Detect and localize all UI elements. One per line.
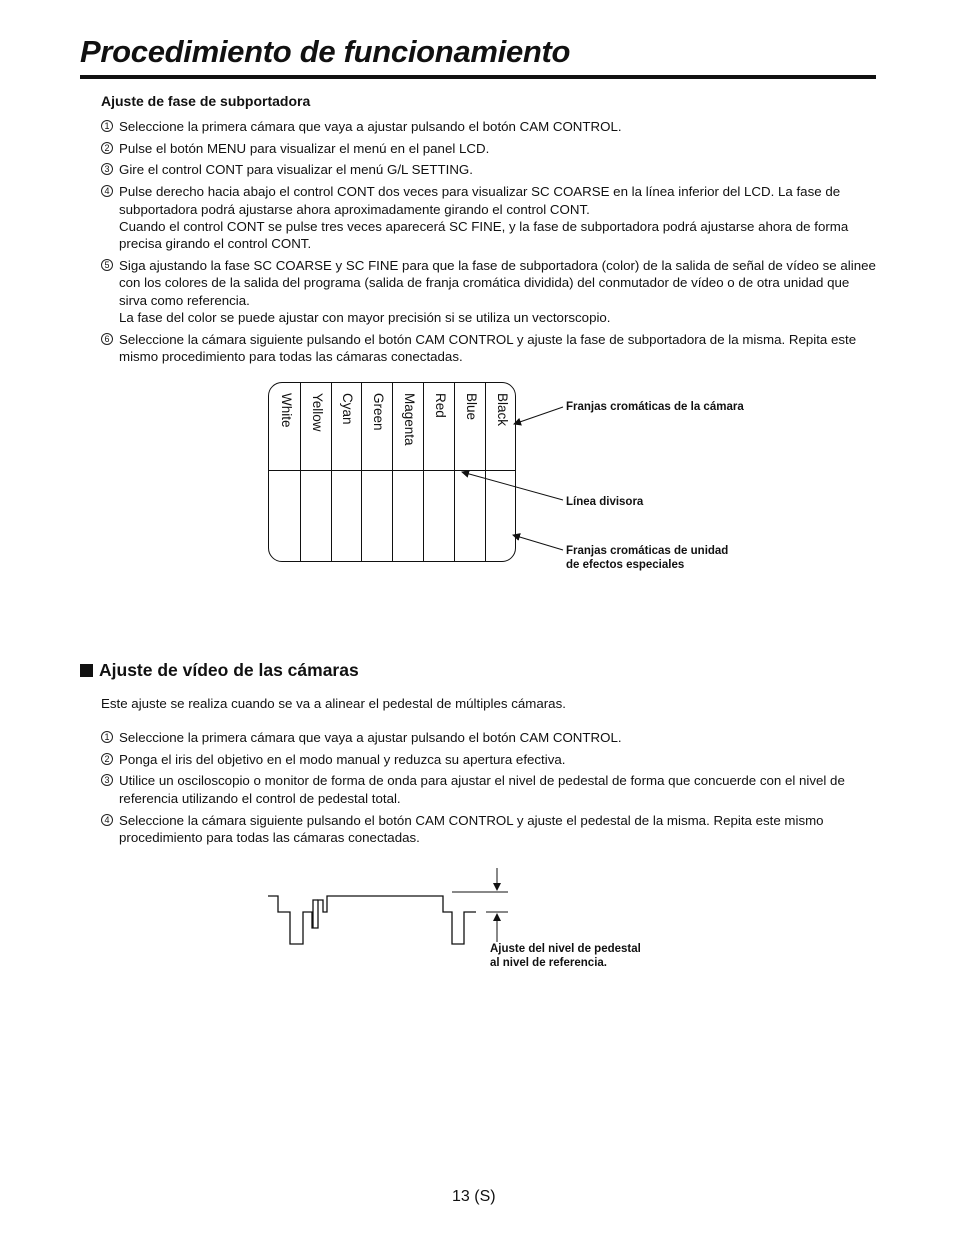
step-number: 2 bbox=[101, 753, 113, 765]
step-number: 1 bbox=[101, 120, 113, 132]
bar-label-yellow: Yellow bbox=[310, 393, 325, 432]
bar-label-red: Red bbox=[433, 393, 448, 418]
section-intro: Este ajuste se realiza cuando se va a alinear el pedestal de múltiples cámaras. bbox=[101, 696, 566, 711]
bar-label-cyan: Cyan bbox=[340, 393, 355, 425]
step-number: 4 bbox=[101, 814, 113, 826]
step-text: Siga ajustando la fase SC COARSE y SC FINE para que la fase de subportadora (color) de la salida de señal de vídeo se alinee con los colores de la salida del programa (salida de franja cromática dividida) del conmutador de vídeo o de otra unidad que sirva como referencia. bbox=[119, 258, 876, 308]
bar-label-black: Black bbox=[495, 393, 510, 427]
step-number: 6 bbox=[101, 333, 113, 345]
bar-label-green: Green bbox=[371, 393, 386, 431]
step-text: Seleccione la cámara siguiente pulsando el botón CAM CONTROL y ajuste la fase de subportadora de la misma. Repita este mismo procedimiento para todas las cámaras conectadas. bbox=[119, 331, 857, 365]
label-divider-line: Línea divisora bbox=[566, 496, 644, 508]
step-number: 4 bbox=[101, 185, 113, 197]
step-number: 3 bbox=[101, 774, 113, 786]
page-title: Procedimiento de funcionamiento bbox=[80, 34, 571, 69]
step-number: 1 bbox=[101, 731, 113, 743]
subheading-subcarrier-phase: Ajuste de fase de subportadora bbox=[101, 93, 311, 109]
step-number: 3 bbox=[101, 163, 113, 175]
step-text: Pulse el botón MENU para visualizar el menú en el panel LCD. bbox=[119, 140, 490, 156]
step-text: Gire el control CONT para visualizar el menú G/L SETTING. bbox=[119, 162, 473, 178]
step-text: Utilice un osciloscopio o monitor de forma de onda para ajustar el nivel de pedestal de forma que concuerde con el nivel de referencia utilizando el control de pedestal total. bbox=[119, 773, 845, 806]
bar-label-magenta: Magenta bbox=[402, 393, 417, 446]
step-number: 2 bbox=[101, 142, 113, 154]
step-text: Seleccione la primera cámara que vaya a ajustar pulsando el botón CAM CONTROL. bbox=[119, 730, 622, 745]
section-heading-text: Ajuste de vídeo de las cámaras bbox=[99, 660, 359, 680]
step-text: Ponga el iris del objetivo en el modo manual y reduzca su apertura efectiva. bbox=[119, 751, 566, 767]
step-text-continued: Cuando el control CONT se pulse tres veces aparecerá SC FINE, y la fase de subportadora podrá ajustarse ahora de forma precisa girando el control CONT. bbox=[119, 218, 849, 252]
label-camera-bars: Franjas cromáticas de la cámara bbox=[566, 401, 744, 413]
step-text: Pulse derecho hacia abajo el control CONT dos veces para visualizar SC COARSE en la línea inferior del LCD. La fase de subportadora podrá ajustarse ahora aproximadamente girando el control CONT. bbox=[119, 184, 841, 217]
step-number: 5 bbox=[101, 259, 113, 271]
label-pedestal-line1: Ajuste del nivel de pedestal bbox=[490, 943, 641, 955]
bar-label-white: White bbox=[279, 393, 294, 428]
page-number: 13 (S) bbox=[452, 1188, 496, 1205]
label-pedestal-adjust bbox=[490, 942, 641, 970]
step-text-continued: La fase del color se puede ajustar con mayor precisión si se utiliza un vectorscopio. bbox=[119, 310, 611, 326]
step-text: Seleccione la primera cámara que vaya a ajustar pulsando el botón CAM CONTROL. bbox=[119, 119, 622, 134]
label-pedestal-line2: al nivel de referencia. bbox=[490, 957, 607, 969]
bar-label-blue: Blue bbox=[464, 393, 479, 421]
label-effects-bars-line2: de efectos especiales bbox=[566, 559, 685, 571]
step-text: Seleccione la cámara siguiente pulsando el botón CAM CONTROL y ajuste el pedestal de la misma. Repita este mismo procedimiento para todas las cámaras conectadas. bbox=[119, 812, 824, 845]
label-effects-bars-line1: Franjas cromáticas de unidad bbox=[566, 545, 729, 557]
